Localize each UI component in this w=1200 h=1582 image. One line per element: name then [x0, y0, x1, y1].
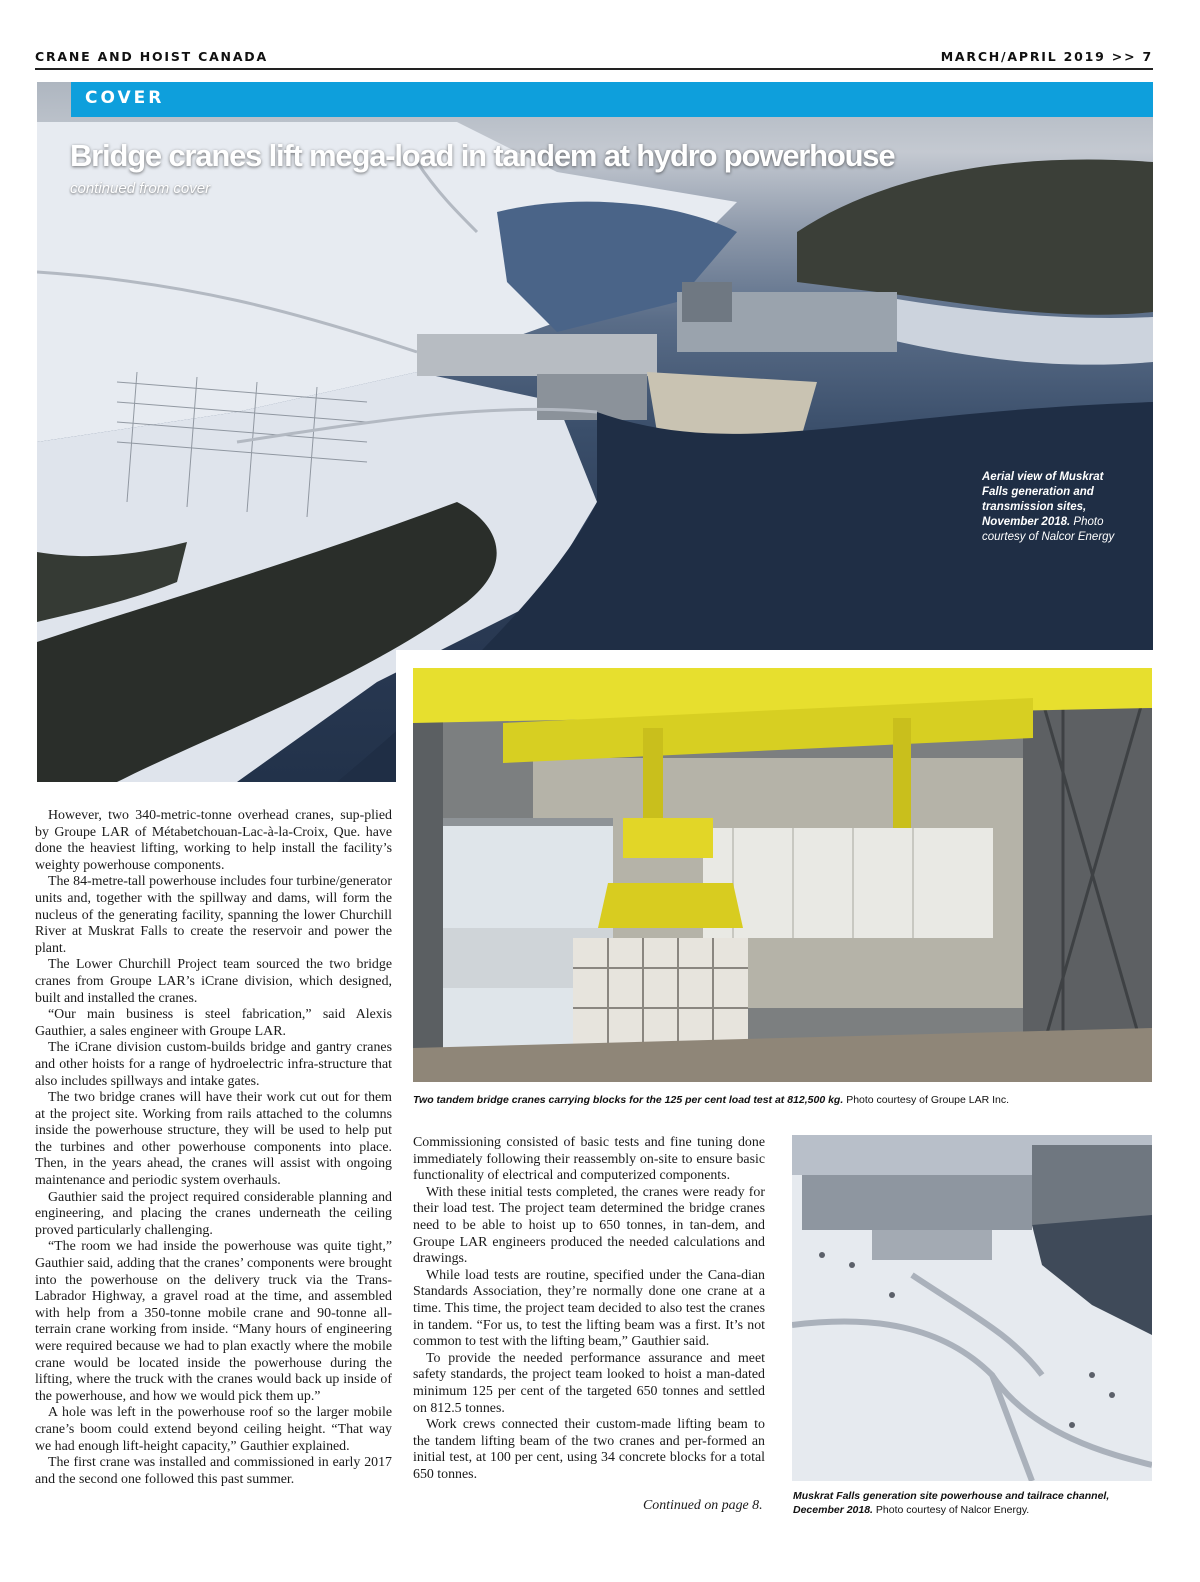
paragraph: With these initial tests completed, the cranes were ready for their load test. The project team determined the bridge cranes need to be able to hoist up to 650 tonnes, in tan-dem, and Groupe LAR engineers produced the needed calculations and drawings. [413, 1184, 765, 1267]
bridge-cranes-illustration [413, 668, 1152, 1082]
paragraph: “Our main business is steel fabrication,” said Alexis Gauthier, a sales engineer with Groupe LAR. [35, 1007, 392, 1039]
powerhouse-caption-text: Muskrat Falls generation site powerhouse and tailrace channel, December 2018. [793, 1490, 1110, 1516]
paragraph: A hole was left in the powerhouse roof so the larger mobile crane’s boom could extend beyond ceiling height. “That way we had enough lift-height capacity,” Gauthier explained. [35, 1405, 392, 1454]
article-deck: continued from cover [70, 180, 211, 197]
publication-name: CRANE AND HOIST CANADA [35, 49, 268, 64]
issue-page-number: MARCH/APRIL 2019 >> 7 [940, 49, 1153, 64]
paragraph: Commissioning consisted of basic tests and fine tuning done immediately following their reassembly on-site to ensure basic functionality of electrical and computerized components. [413, 1135, 765, 1184]
article-column-2 [413, 1135, 765, 1483]
paragraph: The 84-metre-tall powerhouse includes four turbine/generator units and, together with the spillway and dams, will form the nucleus of the generating facility, spanning the lower Churchill River at Muskrat Falls to create the reservoir and power the plant. [35, 874, 392, 956]
header-rule [35, 68, 1153, 70]
paragraph: The first crane was installed and commissioned in early 2017 and the second one followed this past summer. [35, 1455, 392, 1487]
running-header [35, 49, 1153, 67]
bridge-cranes-caption [413, 1094, 1153, 1106]
powerhouse-caption-credit: Photo courtesy of Nalcor Energy. [875, 1504, 1030, 1516]
paragraph: Work crews connected their custom-made lifting beam to the tandem lifting beam of the two cranes and per-formed an initial test, at 100 per cent, using 34 concrete blocks for a total 650 tonnes. [413, 1417, 765, 1482]
powerhouse-caption [793, 1489, 1153, 1517]
aerial-caption-text: Aerial view of Muskrat Falls generation and transmission sites, November 2018. [982, 471, 1104, 528]
section-label-bar [71, 82, 1153, 117]
paragraph: While load tests are routine, specified under the Cana-dian Standards Association, they’re normally done one crane at a time. This time, the project team decided to also test the cranes in tandem. “For us, to test the lifting beam was a first. It’s not common to test with the lifting beam,” Gauthier said. [413, 1267, 765, 1350]
section-label: COVER [85, 88, 165, 108]
paragraph: The Lower Churchill Project team sourced the two bridge cranes from Groupe LAR’s iCrane division, which designed, built and installed the cranes. [35, 957, 392, 1006]
paragraph: The iCrane division custom-builds bridge and gantry cranes and other hoists for a range of hydroelectric infra-structure that also includes spillways and intake gates. [35, 1040, 392, 1089]
bridge-cranes-photo [413, 668, 1152, 1082]
article-column-1 [35, 808, 392, 1488]
article-headline: Bridge cranes lift mega-load in tandem at hydro powerhouse [70, 138, 895, 173]
aerial-photo-caption [982, 470, 1132, 545]
cranes-caption-credit: Photo courtesy of Groupe LAR Inc. [846, 1094, 1010, 1106]
paragraph: However, two 340-metric-tonne overhead cranes, sup-plied by Groupe LAR of Métabetchouan-Lac-à-la-Croix, Que. have done the heaviest lifting, working to help install the facility’s weighty powerhouse components. [35, 808, 392, 873]
powerhouse-illustration [792, 1135, 1152, 1481]
continued-on-page-link[interactable]: Continued on page 8. [643, 1498, 763, 1513]
cranes-caption-text: Two tandem bridge cranes carrying blocks for the 125 per cent load test at 812,500 kg. [413, 1094, 844, 1106]
powerhouse-photo [792, 1135, 1152, 1481]
paragraph: To provide the needed performance assurance and meet safety standards, the project team looked to hoist a man-dated minimum 125 per cent of the targeted 650 tonnes and settled on 812.5 tonnes. [413, 1350, 765, 1416]
paragraph: “The room we had inside the powerhouse was quite tight,” Gauthier said, adding that the cranes’ components were brought into the powerhouse on the delivery truck via the Trans-Labrador Highway, a gravel road at the time, and assembled with help from a 350-tonne mobile crane and 90-tonne all-terrain crane working from inside. “Many hours of engineering were required because we had to plan exactly where the mobile crane would be located inside the powerhouse during the lifting, where the truck with the cranes would back up inside of the powerhouse, and how we would pick them up.” [35, 1239, 392, 1404]
paragraph: Gauthier said the project required considerable planning and engineering, and placing the cranes underneath the ceiling proved particularly challenging. [35, 1189, 392, 1238]
paragraph: The two bridge cranes will have their work cut out for them at the project site. Working from rails attached to the columns inside the powerhouse structure, they will be used to help put the turbines and other powerhouse components into place. Then, in the years ahead, the cranes will assist with ongoing maintenance and periodic system overhauls. [35, 1090, 392, 1189]
aerial-caption-credit: Photo courtesy of Nalcor Energy [982, 516, 1115, 543]
